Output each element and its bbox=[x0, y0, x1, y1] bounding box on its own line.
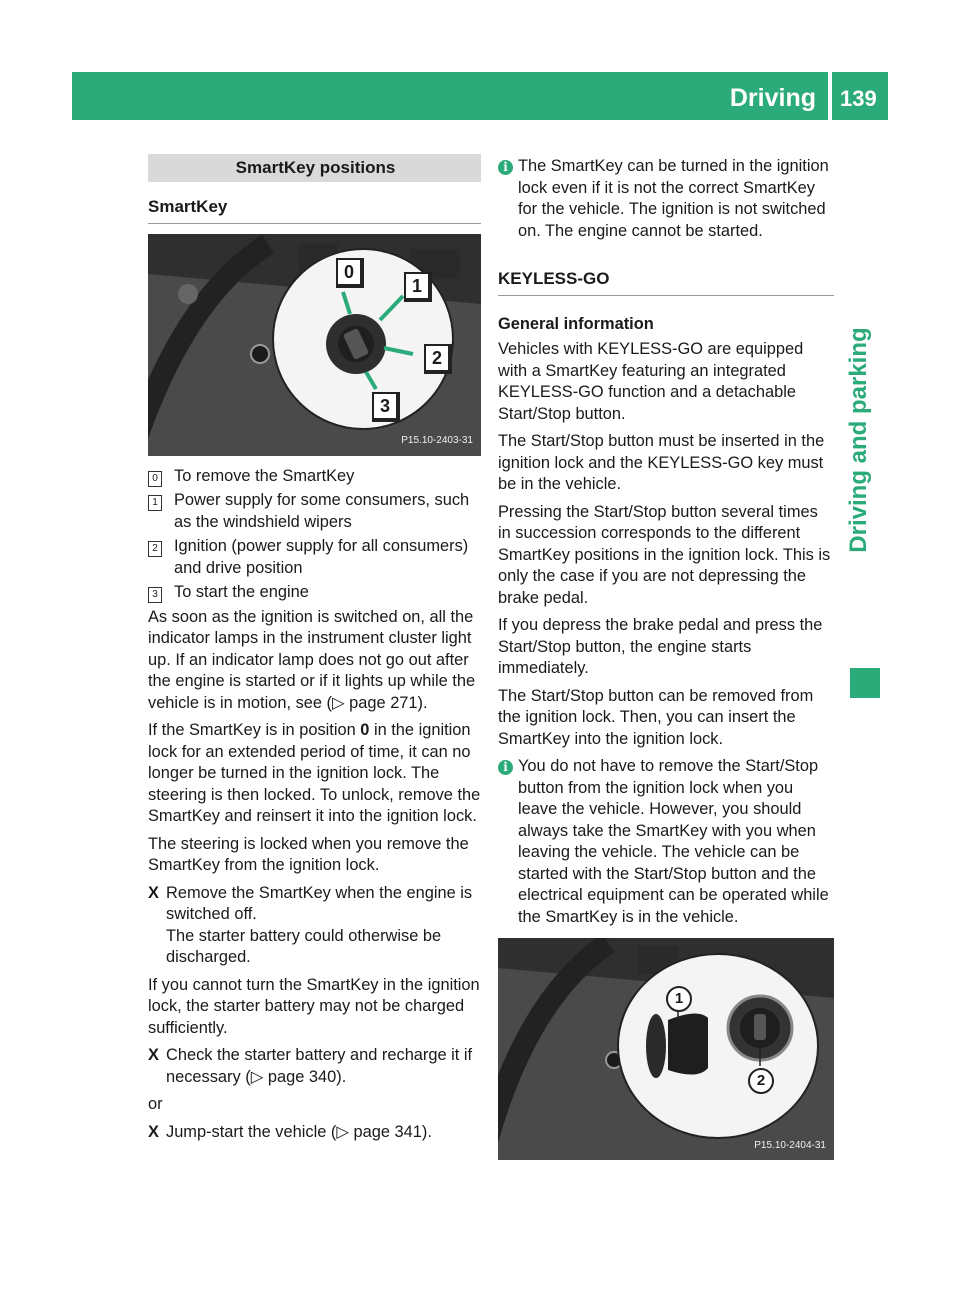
info-text: You do not have to remove the Start/Stop button from the ignition lock when you leave the vehicle. However, you should always take the SmartKey with you when leaving the vehicle. The vehicle can be started with the Start/Stop button and the electrical equipment can be operated while the SmartKey is in the vehicle. bbox=[518, 757, 829, 926]
section-title: SmartKey positions bbox=[148, 154, 481, 182]
legend-item bbox=[148, 466, 481, 488]
legend-number: 3 bbox=[148, 587, 162, 603]
header-section-title: Driving bbox=[729, 84, 816, 112]
callout-0: 0 bbox=[336, 258, 364, 288]
step-item bbox=[148, 1045, 481, 1088]
step-note: The starter battery could otherwise be discharged. bbox=[166, 926, 442, 966]
step-marker-icon: X bbox=[148, 883, 159, 902]
right-column bbox=[498, 154, 834, 1160]
left-column bbox=[148, 154, 481, 1149]
paragraph: Vehicles with KEYLESS-GO are equipped with a SmartKey featuring an integrated KEYLESS-GO function and a detachable Start/Stop button. bbox=[498, 340, 804, 423]
info-note bbox=[498, 156, 834, 242]
photo-code: P15.10-2404-31 bbox=[754, 1139, 826, 1151]
keyless-go-title: KEYLESS-GO bbox=[498, 268, 834, 296]
step-marker-icon: X bbox=[148, 1122, 159, 1141]
position-zero: 0 bbox=[360, 721, 370, 739]
side-tab bbox=[844, 250, 874, 630]
info-text: The SmartKey can be turned in the ignition lock even if it is not the correct SmartKey for the vehicle. The ignition is not switched on. The engine cannot be started. bbox=[518, 157, 829, 240]
step-text: Remove the SmartKey when the engine is switched off. bbox=[166, 883, 473, 923]
paragraph: The Start/Stop button can be removed from the ignition lock. Then, you can insert the SmartKey into the ignition lock. bbox=[498, 686, 814, 748]
general-info-heading: General information bbox=[498, 314, 654, 333]
start-stop-photo bbox=[498, 938, 834, 1160]
paragraph: The Start/Stop button must be inserted in the ignition lock and the KEYLESS-GO key must be in the vehicle. bbox=[498, 432, 825, 493]
callout-1: 1 bbox=[404, 272, 432, 302]
step-marker-icon: X bbox=[148, 1046, 159, 1064]
callout-2: 2 bbox=[424, 344, 452, 374]
paragraph: If you cannot turn the SmartKey in the ignition lock, the starter battery may not be charged sufficiently. bbox=[148, 975, 480, 1037]
legend-number: 2 bbox=[148, 541, 162, 557]
callout-2: 2 bbox=[748, 1068, 774, 1094]
paragraph: If the SmartKey is in position 0 in the ignition lock for an extended period of time, it can no longer be turned in the ignition lock. The steering is then locked. To unlock, remove the SmartKey and reinsert it into the ignition lock. bbox=[148, 721, 481, 825]
header-divider bbox=[828, 72, 832, 120]
step-item bbox=[148, 1122, 481, 1144]
subsection-title: SmartKey bbox=[148, 196, 481, 224]
ignition-lock-photo bbox=[148, 234, 481, 456]
or-text: or bbox=[148, 1095, 163, 1113]
step-text: Jump-start the vehicle (▷ page 341). bbox=[166, 1122, 432, 1141]
info-icon: i bbox=[498, 760, 513, 775]
page-number: 139 bbox=[840, 86, 877, 111]
callout-1: 1 bbox=[666, 986, 692, 1012]
info-icon: i bbox=[498, 160, 513, 175]
paragraph: As soon as the ignition is switched on, all the indicator lamps in the instrument cluster light up. If an indicator lamp does not go out after the engine is started or if it lights up while the vehicle is in motion, see (▷ page 271). bbox=[148, 607, 476, 712]
paragraph: If you depress the brake pedal and press the Start/Stop button, the engine starts immediately. bbox=[498, 616, 823, 677]
info-note bbox=[498, 756, 834, 928]
position-legend bbox=[148, 466, 481, 604]
start-stop-illustration bbox=[498, 938, 834, 1160]
legend-text: To remove the SmartKey bbox=[174, 466, 355, 485]
step-text: Check the starter battery and recharge it if necessary (▷ page 340). bbox=[166, 1046, 473, 1086]
callout-3: 3 bbox=[372, 392, 400, 422]
photo-code: P15.10-2403-31 bbox=[401, 435, 473, 446]
legend-item bbox=[148, 490, 481, 533]
legend-text: Ignition (power supply for all consumers) and drive position bbox=[174, 537, 469, 577]
side-tab-label: Driving and parking bbox=[845, 327, 872, 553]
step-item bbox=[148, 883, 481, 969]
legend-item bbox=[148, 582, 481, 604]
legend-text: Power supply for some consumers, such as the windshield wipers bbox=[174, 491, 470, 531]
side-tab-marker bbox=[850, 668, 880, 698]
paragraph: The steering is locked when you remove the SmartKey from the ignition lock. bbox=[148, 834, 469, 874]
legend-text: To start the engine bbox=[174, 583, 309, 601]
paragraph: Pressing the Start/Stop button several times in succession corresponds to the different SmartKey positions in the ignition lock. This is only the case if you are not depressing the brake pedal. bbox=[498, 502, 831, 607]
legend-item bbox=[148, 536, 481, 579]
legend-number: 1 bbox=[148, 495, 162, 511]
legend-number: 0 bbox=[148, 471, 162, 487]
